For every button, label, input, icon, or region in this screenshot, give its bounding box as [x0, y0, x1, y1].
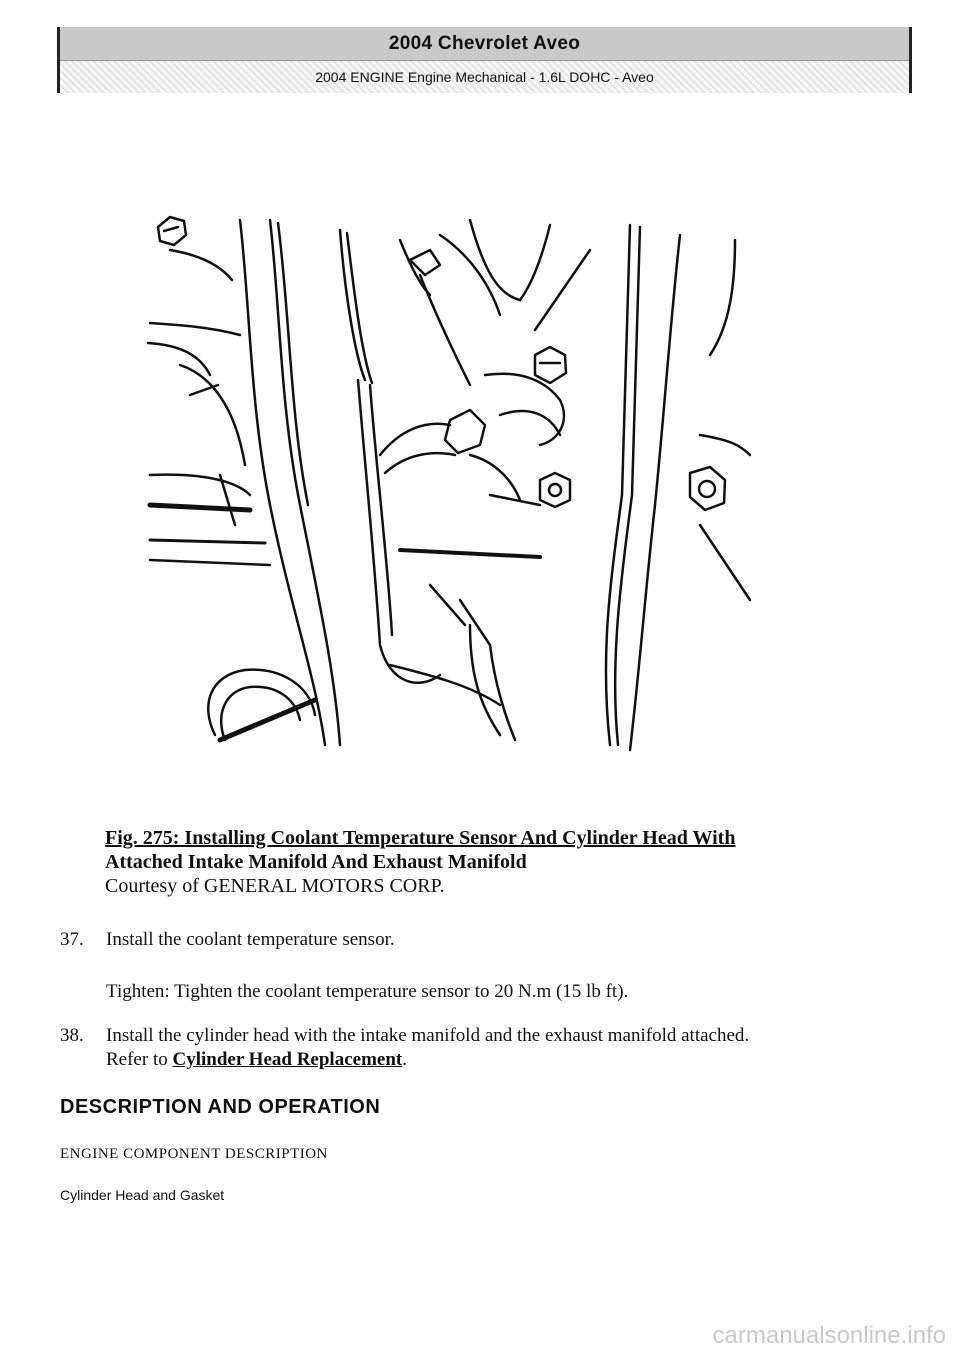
step-number: 38. — [60, 1025, 84, 1046]
step-number: 37. — [60, 929, 84, 950]
figure-caption — [105, 826, 865, 898]
refer-line — [106, 1048, 906, 1072]
tighten-text: Tighten: Tighten the coolant temperature sensor to 20 N.m (15 lb ft). — [106, 981, 629, 1002]
caption-line2: Attached Intake Manifold And Exhaust Manifold — [105, 851, 527, 873]
engine-illustration — [140, 205, 760, 755]
header-subtitle: 2004 ENGINE Engine Mechanical - 1.6L DOHC - Aveo — [315, 69, 654, 85]
watermark: carmanualsonline.info — [712, 1322, 946, 1349]
refer-suffix: . — [402, 1049, 407, 1070]
header-title-bar — [60, 27, 909, 61]
step-text: Install the coolant temperature sensor. — [106, 929, 395, 950]
step-text-block — [106, 1024, 906, 1072]
cylinder-head-replacement-link[interactable]: Cylinder Head Replacement — [172, 1049, 403, 1070]
section-heading: DESCRIPTION AND OPERATION — [60, 1096, 381, 1118]
caption-credit: Courtesy of GENERAL MOTORS CORP. — [105, 875, 445, 897]
section-item: Cylinder Head and Gasket — [60, 1187, 225, 1203]
refer-prefix: Refer to — [106, 1049, 168, 1070]
section-subheading: ENGINE COMPONENT DESCRIPTION — [60, 1146, 328, 1162]
step-text: Install the cylinder head with the intake manifold and the exhaust manifold attached. — [106, 1025, 750, 1046]
page-header — [57, 27, 912, 93]
header-title: 2004 Chevrolet Aveo — [388, 32, 581, 54]
caption-title-link[interactable]: Fig. 275: Installing Coolant Temperature Sensor And Cylinder Head With — [105, 827, 736, 849]
header-subtitle-bar — [60, 61, 909, 93]
